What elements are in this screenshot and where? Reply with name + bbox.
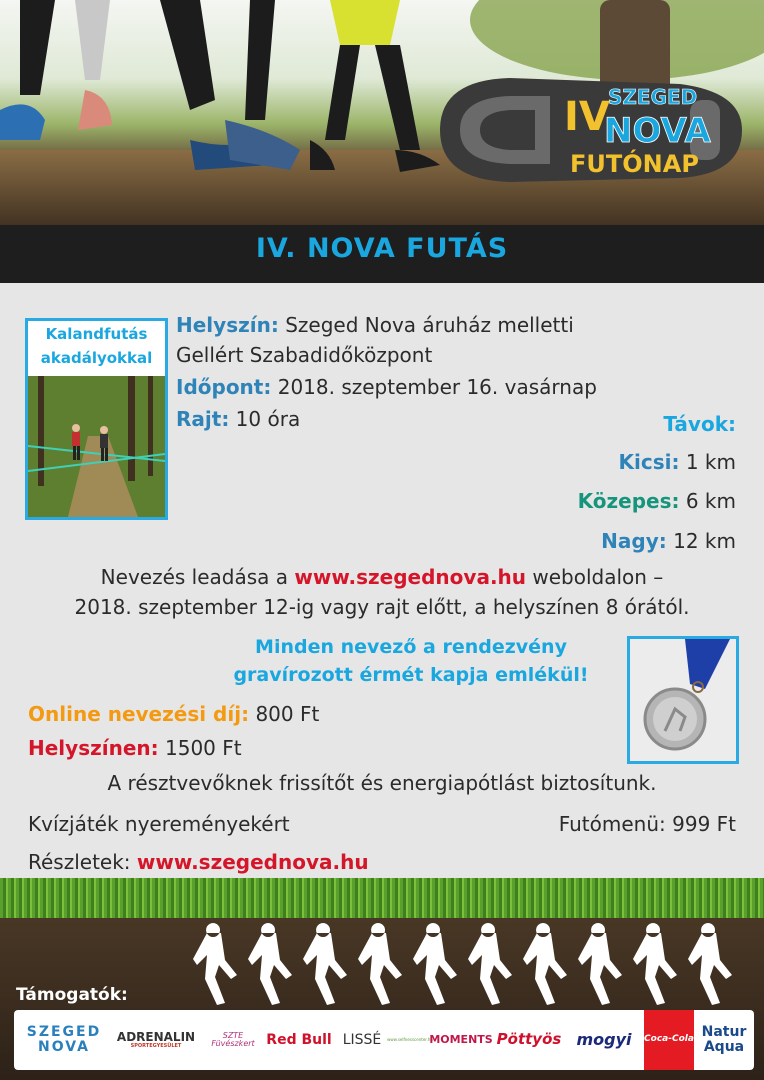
runners-legs-illustration bbox=[0, 0, 460, 200]
logo-mogyi: mogyi bbox=[576, 1029, 632, 1049]
venue-value-line1: Szeged Nova áruház melletti bbox=[285, 313, 574, 337]
adventure-title bbox=[28, 322, 165, 370]
date-line bbox=[176, 375, 597, 399]
runner-silhouette bbox=[468, 923, 512, 1005]
runner-silhouette bbox=[523, 923, 567, 1005]
badge-futonap: FUTÓNAP bbox=[570, 150, 699, 178]
date-label: Időpont: bbox=[176, 375, 272, 399]
adventure-title-line2: akadályokkal bbox=[40, 349, 153, 367]
venue-line2: Gellért Szabadidőközpont bbox=[176, 343, 433, 367]
details-line bbox=[28, 850, 369, 874]
runner-silhouette bbox=[248, 923, 292, 1005]
logo-szte-line2: Füvészkert bbox=[211, 1039, 255, 1048]
badge-roman: IV bbox=[564, 94, 610, 140]
medal-text bbox=[196, 633, 626, 689]
grass-strip bbox=[0, 878, 764, 918]
runner-silhouette bbox=[413, 923, 457, 1005]
distance-small-value: 1 km bbox=[685, 450, 736, 474]
distance-medium bbox=[578, 489, 736, 513]
quiz-text: Kvízjáték nyereményekért bbox=[28, 812, 290, 836]
logo-adrenalin bbox=[110, 1010, 202, 1070]
logo-szte-line1: SZTE bbox=[222, 1030, 244, 1040]
registration-line1 bbox=[0, 565, 764, 589]
registration-line2: 2018. szeptember 12-ig vagy rajt előtt, a helyszínen 8 órától. bbox=[74, 595, 690, 619]
badge-nova: NOVA bbox=[604, 111, 711, 151]
onsite-fee-value: 1500 Ft bbox=[165, 736, 242, 760]
venue-label: Helyszín: bbox=[176, 313, 279, 337]
distances-heading: Távok: bbox=[663, 412, 736, 436]
logo-szte-fuveszkert bbox=[202, 1010, 264, 1070]
distance-medium-value: 6 km bbox=[685, 489, 736, 513]
details-link[interactable]: www.szegednova.hu bbox=[136, 850, 369, 874]
logo-selfnesscenter: www.selfnesscenter.hu bbox=[387, 1036, 433, 1042]
distance-large bbox=[601, 529, 736, 553]
medal-photo bbox=[627, 636, 739, 764]
distance-large-value: 12 km bbox=[673, 529, 736, 553]
distance-large-label: Nagy: bbox=[601, 529, 667, 553]
runner-silhouette bbox=[688, 923, 732, 1005]
onsite-fee bbox=[28, 736, 242, 760]
logo-natur-aqua bbox=[696, 1010, 752, 1070]
refreshment-text: A résztvevőknek frissítőt és energiapótlást biztosítunk. bbox=[107, 771, 657, 795]
runner-silhouette bbox=[633, 923, 677, 1005]
logo-szeged-nova bbox=[18, 1010, 110, 1070]
distance-medium-label: Közepes: bbox=[577, 489, 680, 513]
page-title: IV. NOVA FUTÁS bbox=[255, 233, 509, 264]
registration-suffix: weboldalon – bbox=[532, 565, 664, 589]
start-label: Rajt: bbox=[176, 407, 230, 431]
menu-text: Futómenü: 999 Ft bbox=[558, 812, 736, 836]
sponsors-label: Támogatók: bbox=[16, 985, 128, 1005]
runner-silhouette bbox=[303, 923, 347, 1005]
adventure-photo bbox=[28, 376, 165, 517]
start-line bbox=[176, 407, 300, 431]
logo-adrenalin-line1: ADRENALIN bbox=[116, 1030, 196, 1045]
logo-natur-aqua-line2: Aqua bbox=[703, 1039, 745, 1055]
logo-adrenalin-line2: SPORTEGYESÜLET bbox=[130, 1042, 182, 1049]
onsite-fee-label: Helyszínen: bbox=[28, 736, 159, 760]
adventure-title-line1: Kalandfutás bbox=[45, 325, 148, 343]
runner-silhouette bbox=[193, 923, 237, 1005]
start-value: 10 óra bbox=[235, 407, 301, 431]
medal-text-line1: Minden nevező a rendezvény bbox=[255, 636, 567, 658]
logo-lisse: LISSÉ bbox=[342, 1031, 382, 1048]
details-label: Részletek: bbox=[28, 850, 131, 874]
venue-line1 bbox=[176, 313, 574, 337]
online-fee-label: Online nevezési díj: bbox=[28, 702, 250, 726]
badge-szeged: SZEGED bbox=[608, 85, 698, 109]
online-fee bbox=[28, 702, 319, 726]
logo-moments: MOMENTS bbox=[429, 1033, 493, 1047]
logo-coca-cola: Coca-Cola bbox=[644, 1010, 694, 1070]
logo-red-bull: Red Bull bbox=[266, 1031, 332, 1048]
sponsor-logos-strip bbox=[14, 1010, 754, 1070]
registration-link[interactable]: www.szegednova.hu bbox=[294, 565, 527, 589]
distance-small bbox=[619, 450, 736, 474]
logo-szeged-nova-line1: SZEGED bbox=[26, 1024, 102, 1041]
logo-pottyos: Pöttyös bbox=[496, 1030, 562, 1049]
online-fee-value: 800 Ft bbox=[255, 702, 320, 726]
logo-szeged-nova-line2: NOVA bbox=[38, 1039, 90, 1055]
nova-futonap-shoe-logo bbox=[430, 70, 748, 190]
runner-silhouette bbox=[578, 923, 622, 1005]
forest-path-illustration bbox=[28, 376, 165, 517]
medal-illustration bbox=[630, 639, 736, 761]
date-value: 2018. szeptember 16. vasárnap bbox=[277, 375, 597, 399]
distance-small-label: Kicsi: bbox=[618, 450, 680, 474]
registration-prefix: Nevezés leadása a bbox=[100, 565, 289, 589]
medal-text-line2: gravírozott érmét kapja emlékül! bbox=[233, 664, 589, 686]
runner-silhouette bbox=[358, 923, 402, 1005]
logo-natur-aqua-line1: Natur bbox=[701, 1024, 747, 1041]
